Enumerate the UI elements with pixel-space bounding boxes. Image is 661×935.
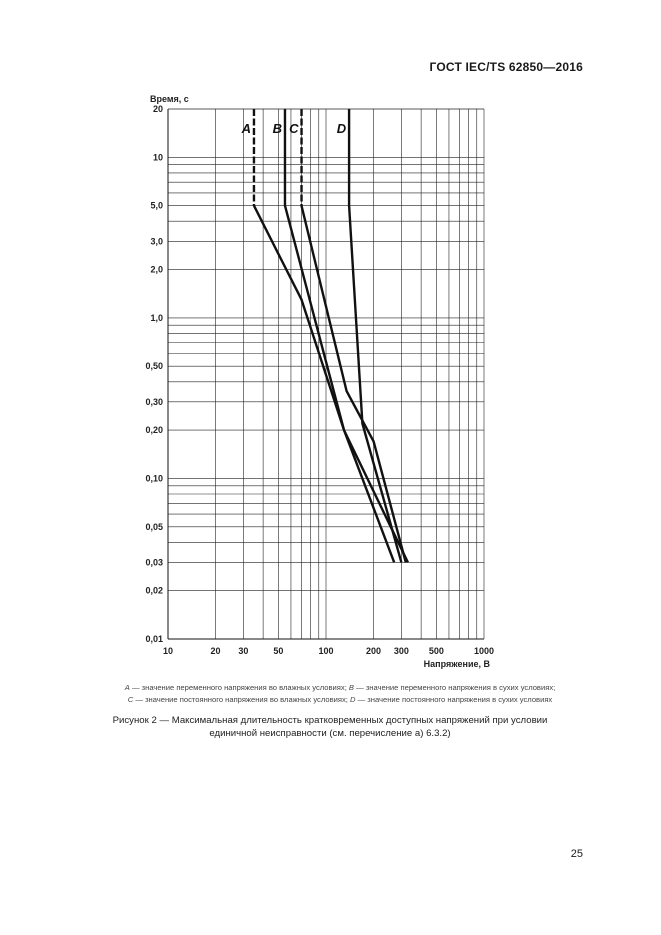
legend-text-d: — значение постоянного напряжения в сухих условиях	[355, 695, 553, 704]
x-axis-title: Напряжение, В	[423, 659, 490, 669]
y-tick-label: 0,10	[145, 473, 163, 484]
x-tick-label: 20	[210, 646, 221, 656]
x-tick-label: 30	[238, 646, 249, 656]
legend-line-1	[60, 682, 620, 694]
x-tick-label: 100	[318, 646, 334, 656]
series-b-curve	[285, 206, 408, 563]
legend-text-b: — значение переменного напряжения в сухих условиях;	[354, 683, 556, 692]
x-tick-label: 500	[428, 646, 444, 656]
y-tick-label: 5,0	[150, 200, 163, 211]
y-tick-label: 0,01	[145, 634, 163, 644]
series-d-curve	[349, 206, 401, 563]
x-tick-label: 50	[273, 646, 284, 656]
y-tick-label: 0,05	[145, 521, 163, 532]
standard-header: ГОСТ IEC/TS 62850—2016	[429, 60, 583, 74]
y-tick-label: 3,0	[150, 236, 163, 247]
series-c-curve	[302, 206, 406, 563]
x-tick-label: 300	[393, 646, 409, 656]
page-number: 25	[570, 848, 583, 860]
legend-key-b: B	[348, 683, 354, 692]
series-d-label: D	[336, 121, 347, 136]
series-c-label: C	[289, 121, 299, 136]
y-tick-label: 2,0	[150, 264, 163, 275]
y-tick-label: 0,03	[145, 557, 163, 568]
y-tick-label: 20	[152, 104, 163, 114]
y-tick-label: 0,50	[145, 361, 163, 372]
y-tick-label: 10	[152, 152, 163, 163]
series-b-label: B	[272, 121, 282, 136]
y-tick-label: 0,02	[145, 585, 163, 596]
figure-caption: Рисунок 2 — Максимальная длительность кратковременных доступных напряжений при условии единичной неисправности (см. перечисление а) 6.3.2)	[112, 715, 548, 739]
y-tick-label: 0,20	[145, 425, 163, 436]
x-tick-label: 10	[162, 646, 174, 656]
legend-key-a: A	[124, 683, 130, 692]
legend-text-c: — значение постоянного напряжения во влажных условиях;	[133, 695, 350, 704]
y-tick-label: 0,30	[145, 396, 163, 407]
y-tick-label: 1,0	[150, 312, 163, 323]
series-a-label: A	[241, 121, 251, 136]
legend-line-2	[60, 694, 620, 706]
legend-key-d: D	[349, 695, 356, 704]
series-a-curve	[254, 206, 394, 563]
y-axis-title: Время, с	[150, 94, 189, 104]
legend-text-a: — значение переменного напряжения во влажных условиях;	[129, 683, 349, 692]
x-tick-label: 1000	[473, 646, 495, 656]
legend-key-c: C	[127, 695, 134, 704]
x-tick-label: 200	[366, 646, 382, 656]
